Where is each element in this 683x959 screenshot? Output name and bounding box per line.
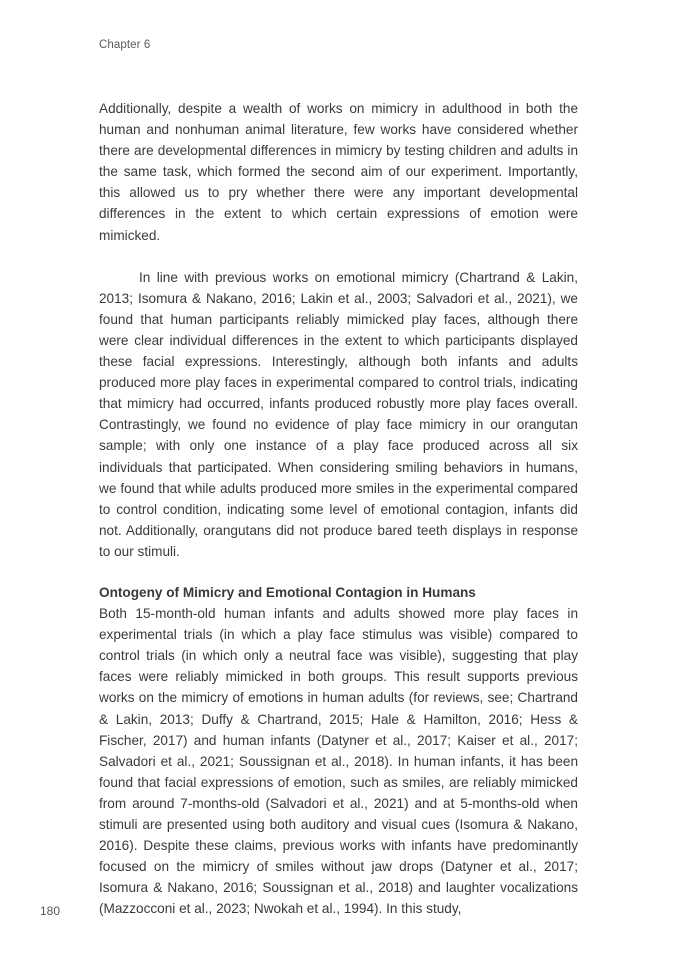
page-body	[99, 98, 578, 919]
section-heading: Ontogeny of Mimicry and Emotional Contagion in Humans	[99, 584, 476, 600]
paragraph-additionally: Additionally, despite a wealth of works on mimicry in adulthood in both the human and nonhuman animal literature, few works have considered whether there are developmental differences in mimicry by testing children and adults in the same task, which formed the second aim of our experiment. Importantly, this allowed us to pry whether there were any important developmental differences in the extent to which certain expressions of emotion were mimicked.	[99, 101, 578, 243]
paragraph-ontogeny: Both 15-month-old human infants and adults showed more play faces in experimental trials (in which a play face stimulus was visible) compared to control trials (in which only a neutral face was visible), suggesting that play faces were reliably mimicked in both groups. This result supports previous works on the mimicry of emotions in human adults (for reviews, see; Chartrand & Lakin, 2013; Duffy & Chartrand, 2015; Hale & Hamilton, 2016; Hess & Fischer, 2017) and human infants (Datyner et al., 2017; Kaiser et al., 2017; Salvadori et al., 2021; Soussignan et al., 2018). In human infants, it has been found that facial expressions of emotion, such as smiles, are reliably mimicked from around 7-months-old (Salvadori et al., 2021) and at 5-months-old when stimuli are presented using both auditory and visual cues (Isomura & Nakano, 2016). Despite these claims, previous works with infants have predominantly focused on the mimicry of smiles without jaw drops (Datyner et al., 2017; Isomura & Nakano, 2016; Soussignan et al., 2018) and laughter vocalizations (Mazzocconi et al., 2023; Nwokah et al., 1994). In this study,	[99, 606, 578, 917]
page-number: 180	[40, 904, 61, 918]
running-head: Chapter 6	[99, 39, 151, 51]
paragraph-in-line-with: In line with previous works on emotional mimicry (Chartrand & Lakin, 2013; Isomura & Nakano, 2016; Lakin et al., 2003; Salvadori et al., 2021), we found that human participants reliably mimicked play faces, although there were clear individual differences in the extent to which participants displayed these facial expressions. Interestingly, although both infants and adults produced more play faces in experimental compared to control trials, indicating that mimicry had occurred, infants produced robustly more play faces overall. Contrastingly, we found no evidence of play face mimicry in our orangutan sample; with only one instance of a play face produced across all six individuals that participated. When considering smiling behaviors in humans, we found that while adults produced more smiles in the experimental compared to control condition, indicating some level of emotional contagion, infants did not. Additionally, orangutans did not produce bared teeth displays in response to our stimuli.	[99, 269, 578, 559]
